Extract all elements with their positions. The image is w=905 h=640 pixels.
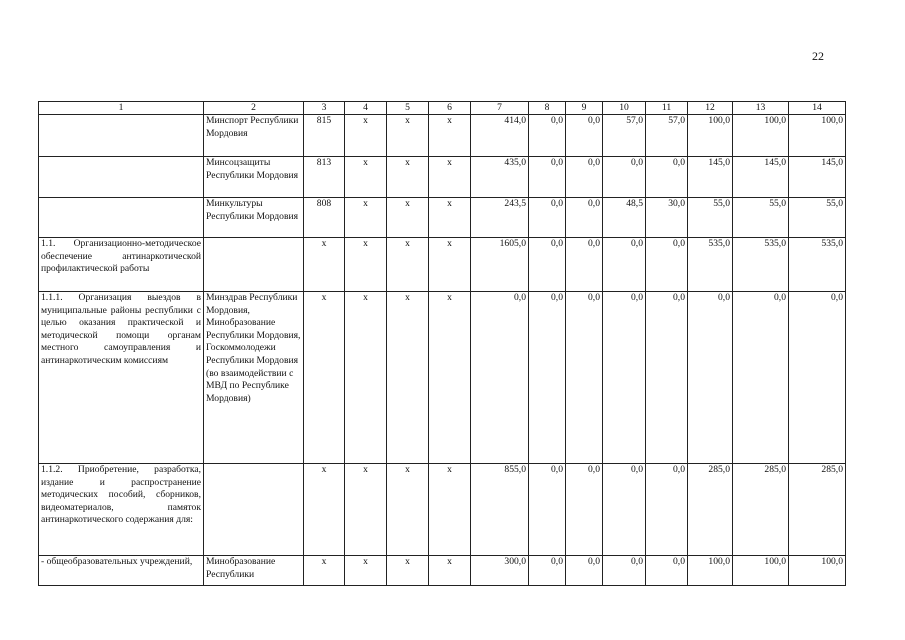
page-number: 22	[812, 49, 824, 63]
measure-cell	[39, 198, 204, 238]
budget-code-cell: 813	[304, 157, 345, 198]
total-amount-cell: 435,0	[471, 157, 529, 198]
column-12-cell: 55,0	[688, 198, 733, 238]
table-row	[39, 464, 846, 556]
column-header: 8	[529, 102, 566, 115]
executor-cell	[204, 238, 304, 292]
column-10-cell: 48,5	[603, 198, 646, 238]
column-header: 11	[646, 102, 688, 115]
column-4-cell: х	[345, 157, 387, 198]
column-6-cell: х	[429, 157, 471, 198]
column-14-cell: 55,0	[789, 198, 846, 238]
column-9-cell: 0,0	[566, 292, 603, 464]
column-12-cell: 145,0	[688, 157, 733, 198]
column-11-cell: 0,0	[646, 292, 688, 464]
table-row	[39, 115, 846, 157]
total-amount-cell: 0,0	[471, 292, 529, 464]
column-header: 1	[39, 102, 204, 115]
table-row	[39, 198, 846, 238]
total-amount-cell: 300,0	[471, 556, 529, 586]
column-13-cell: 535,0	[733, 238, 789, 292]
column-9-cell: 0,0	[566, 238, 603, 292]
column-8-cell: 0,0	[529, 292, 566, 464]
column-13-cell: 285,0	[733, 464, 789, 556]
column-5-cell: х	[387, 238, 429, 292]
measure-cell	[39, 157, 204, 198]
column-header: 2	[204, 102, 304, 115]
budget-code-cell: х	[304, 464, 345, 556]
column-9-cell: 0,0	[566, 464, 603, 556]
column-5-cell: х	[387, 464, 429, 556]
column-14-cell: 145,0	[789, 157, 846, 198]
table-row	[39, 157, 846, 198]
column-header: 14	[789, 102, 846, 115]
column-4-cell: х	[345, 556, 387, 586]
column-9-cell: 0,0	[566, 198, 603, 238]
column-8-cell: 0,0	[529, 238, 566, 292]
column-4-cell: х	[345, 464, 387, 556]
column-number-row	[39, 102, 846, 115]
budget-code-cell: 815	[304, 115, 345, 157]
column-10-cell: 0,0	[603, 556, 646, 586]
total-amount-cell: 855,0	[471, 464, 529, 556]
table-row	[39, 238, 846, 292]
column-header: 9	[566, 102, 603, 115]
column-header: 12	[688, 102, 733, 115]
column-5-cell: х	[387, 115, 429, 157]
column-header: 5	[387, 102, 429, 115]
column-4-cell: х	[345, 198, 387, 238]
measure-cell: 1.1.1. Организация выездов в муниципальные районы республики с целью оказания практической и методической помощи органам местного самоуправления и антинаркотическим комиссиям	[39, 292, 204, 464]
column-header: 7	[471, 102, 529, 115]
total-amount-cell: 243,5	[471, 198, 529, 238]
column-13-cell: 100,0	[733, 115, 789, 157]
measure-cell: 1.1.2. Приобретение, разработка, издание и распространение методических пособий, сборников, видеоматериалов, памяток антинаркотического содержания для:	[39, 464, 204, 556]
column-5-cell: х	[387, 157, 429, 198]
column-8-cell: 0,0	[529, 556, 566, 586]
table-row	[39, 292, 846, 464]
column-5-cell: х	[387, 198, 429, 238]
column-6-cell: х	[429, 238, 471, 292]
column-header: 10	[603, 102, 646, 115]
column-11-cell: 0,0	[646, 556, 688, 586]
column-6-cell: х	[429, 292, 471, 464]
table-row	[39, 556, 846, 586]
budget-code-cell: х	[304, 556, 345, 586]
column-10-cell: 0,0	[603, 238, 646, 292]
column-8-cell: 0,0	[529, 198, 566, 238]
column-10-cell: 0,0	[603, 292, 646, 464]
column-header: 3	[304, 102, 345, 115]
column-10-cell: 57,0	[603, 115, 646, 157]
executor-cell: Минспорт Республики Мордовия	[204, 115, 304, 157]
column-14-cell: 0,0	[789, 292, 846, 464]
measure-cell: - общеобразовательных учреждений,	[39, 556, 204, 586]
column-9-cell: 0,0	[566, 556, 603, 586]
total-amount-cell: 414,0	[471, 115, 529, 157]
column-10-cell: 0,0	[603, 464, 646, 556]
column-header: 4	[345, 102, 387, 115]
executor-cell: Минобразование Республики	[204, 556, 304, 586]
column-4-cell: х	[345, 238, 387, 292]
column-12-cell: 535,0	[688, 238, 733, 292]
column-13-cell: 55,0	[733, 198, 789, 238]
column-6-cell: х	[429, 464, 471, 556]
column-5-cell: х	[387, 556, 429, 586]
budget-table	[38, 101, 846, 586]
column-9-cell: 0,0	[566, 115, 603, 157]
executor-cell: Минсоцзащиты Республики Мордовия	[204, 157, 304, 198]
column-8-cell: 0,0	[529, 157, 566, 198]
column-14-cell: 100,0	[789, 556, 846, 586]
column-12-cell: 285,0	[688, 464, 733, 556]
column-header: 13	[733, 102, 789, 115]
column-13-cell: 100,0	[733, 556, 789, 586]
column-8-cell: 0,0	[529, 464, 566, 556]
column-6-cell: х	[429, 198, 471, 238]
measure-cell	[39, 115, 204, 157]
column-11-cell: 0,0	[646, 238, 688, 292]
column-11-cell: 0,0	[646, 157, 688, 198]
measure-cell: 1.1. Организационно-методическое обеспечение антинаркотической профилактической работы	[39, 238, 204, 292]
column-11-cell: 0,0	[646, 464, 688, 556]
column-10-cell: 0,0	[603, 157, 646, 198]
column-14-cell: 285,0	[789, 464, 846, 556]
column-12-cell: 100,0	[688, 115, 733, 157]
budget-code-cell: 808	[304, 198, 345, 238]
column-11-cell: 57,0	[646, 115, 688, 157]
budget-code-cell: х	[304, 292, 345, 464]
total-amount-cell: 1605,0	[471, 238, 529, 292]
column-14-cell: 100,0	[789, 115, 846, 157]
column-6-cell: х	[429, 556, 471, 586]
column-11-cell: 30,0	[646, 198, 688, 238]
budget-code-cell: х	[304, 238, 345, 292]
column-4-cell: х	[345, 292, 387, 464]
column-4-cell: х	[345, 115, 387, 157]
executor-cell	[204, 464, 304, 556]
column-9-cell: 0,0	[566, 157, 603, 198]
column-header: 6	[429, 102, 471, 115]
column-8-cell: 0,0	[529, 115, 566, 157]
executor-cell: Минздрав Республики Мордовия, Минобразование Республики Мордовия, Госкоммолодежи Республики Мордовия (во взаимодействии с МВД по Республике Мордовия)	[204, 292, 304, 464]
column-5-cell: х	[387, 292, 429, 464]
column-13-cell: 145,0	[733, 157, 789, 198]
column-13-cell: 0,0	[733, 292, 789, 464]
column-12-cell: 0,0	[688, 292, 733, 464]
column-6-cell: х	[429, 115, 471, 157]
column-12-cell: 100,0	[688, 556, 733, 586]
executor-cell: Минкультуры Республики Мордовия	[204, 198, 304, 238]
column-14-cell: 535,0	[789, 238, 846, 292]
